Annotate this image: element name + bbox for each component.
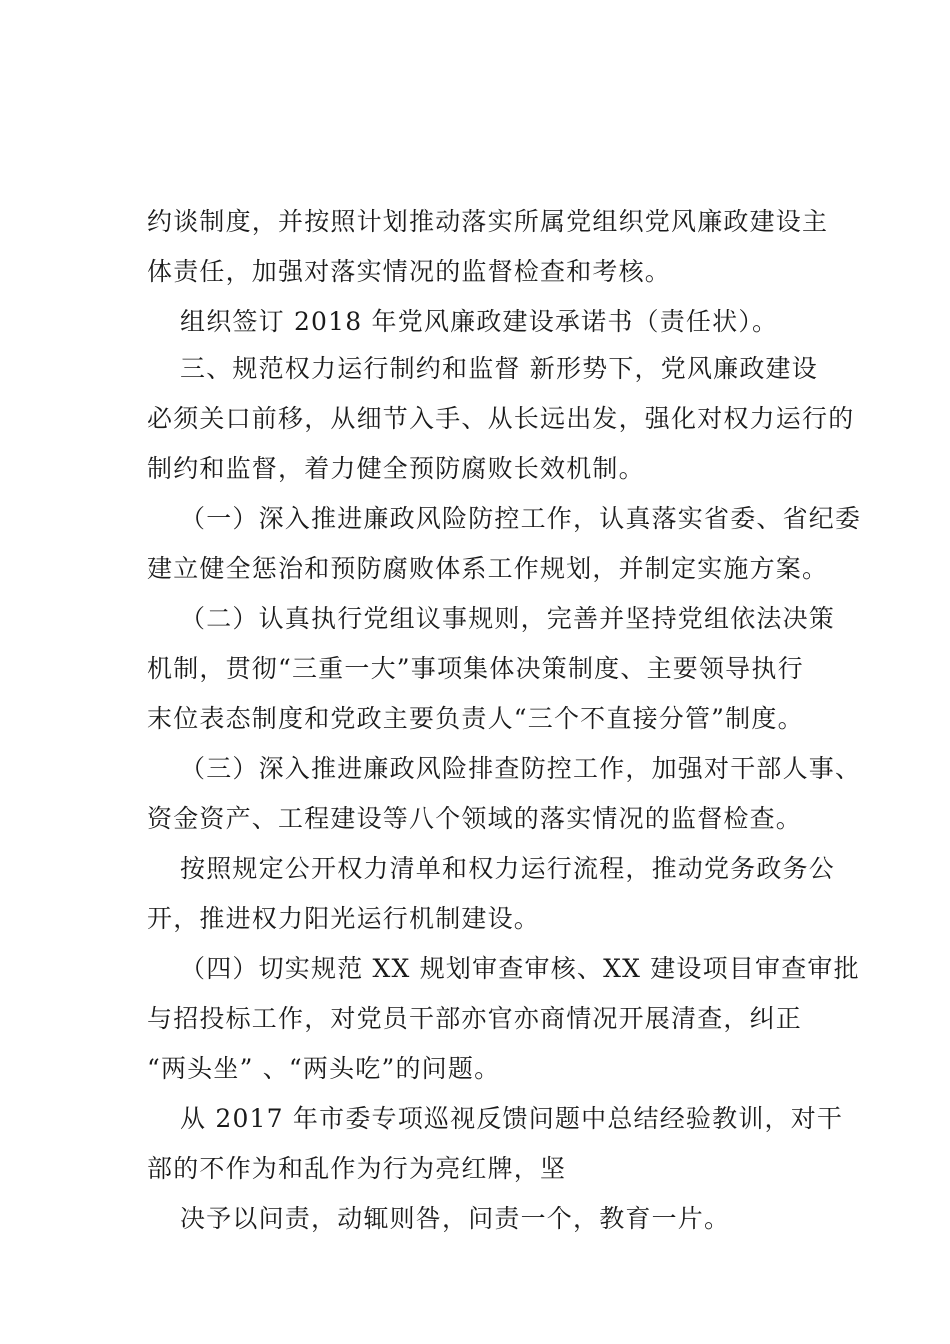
text-line: 从 2017 年市委专项巡视反馈问题中总结经验教训，对干 (180, 1104, 844, 1133)
text-line: 开，推进权力阳光运行机制建设。 (147, 904, 541, 933)
text-line: 体责任，加强对落实情况的监督检查和考核。 (147, 257, 672, 286)
text-line: （三）深入推进廉政风险排查防控工作，加强对干部人事、 (180, 754, 862, 783)
text-line: 约谈制度，并按照计划推动落实所属党组织党风廉政建设主 (147, 207, 829, 236)
text-line: 与招投标工作，对党员干部亦官亦商情况开展清查，纠正 (147, 1004, 803, 1033)
text-line: 建立健全惩治和预防腐败体系工作规划，并制定实施方案。 (147, 554, 829, 583)
text-line: 组织签订 2018 年党风廉政建设承诺书（责任状）。 (180, 307, 779, 336)
text-line: 按照规定公开权力清单和权力运行流程，推动党务政务公 (180, 854, 836, 883)
text-line: 决予以问责，动辄则咎，问责一个，教育一片。 (180, 1204, 731, 1233)
text-line: 资金资产、工程建设等八个领域的落实情况的监督检查。 (147, 804, 803, 833)
text-line: （二）认真执行党组议事规则，完善并坚持党组依法决策 (180, 604, 836, 633)
text-line: 三、规范权力运行制约和监督 新形势下，党风廉政建设 (180, 354, 818, 383)
text-line: 必须关口前移，从细节入手、从长远出发，强化对权力运行的 (147, 404, 855, 433)
text-line: “两头坐” 、“两头吃”的问题。 (147, 1054, 501, 1083)
text-line: （一）深入推进廉政风险防控工作，认真落实省委、省纪委 (180, 504, 862, 533)
text-line: （四）切实规范 XX 规划审查审核、XX 建设项目审查审批 (180, 954, 860, 983)
text-line: 机制，贯彻“三重一大”事项集体决策制度、主要领导执行 (147, 654, 804, 683)
text-line: 制约和监督，着力健全预防腐败长效机制。 (147, 454, 645, 483)
text-line: 末位表态制度和党政主要负责人“三个不直接分管”制度。 (147, 704, 804, 733)
text-line: 部的不作为和乱作为行为亮红牌，坚 (147, 1154, 567, 1183)
